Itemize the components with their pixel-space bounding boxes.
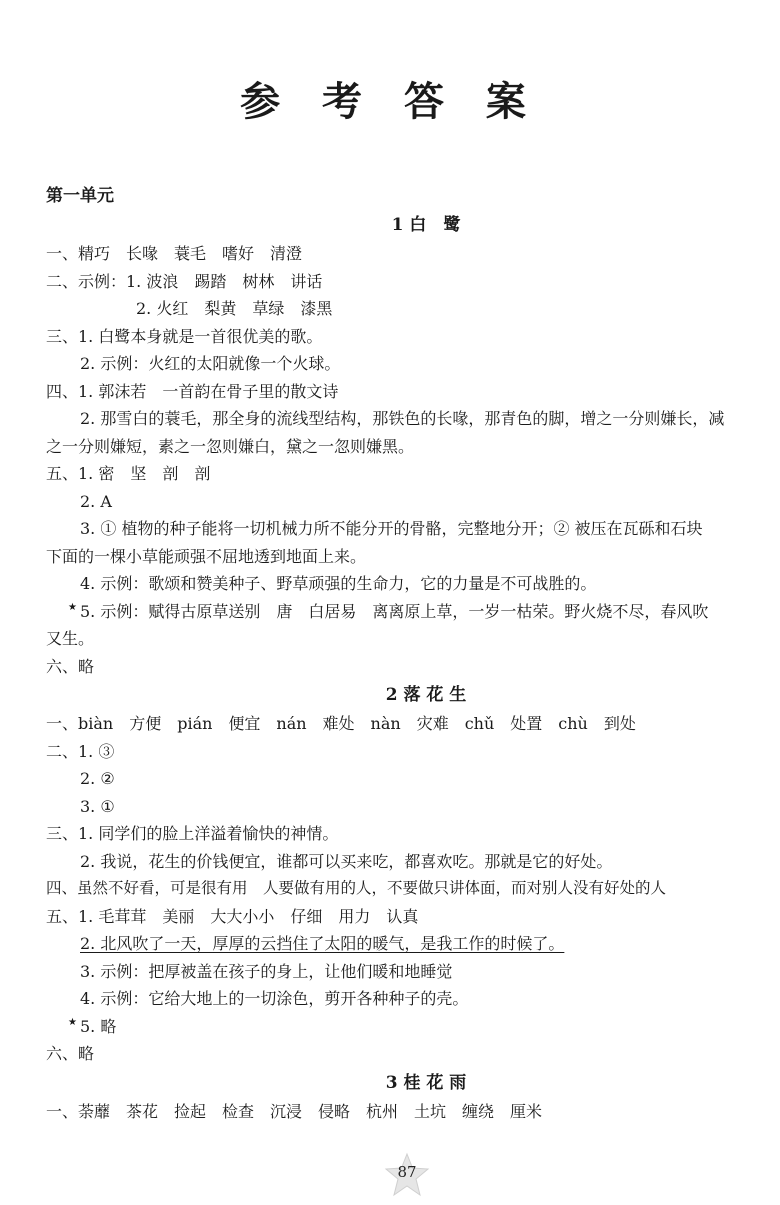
answer-line: 2. ② <box>80 769 115 788</box>
answer-line-starred <box>46 1013 746 1041</box>
page-title: 参 考 答 案 <box>240 78 540 125</box>
answer-line: 一、荼蘼 茶花 捡起 检查 沉浸 侵略 杭州 土坑 缠绕 厘米 <box>46 1101 543 1121</box>
answer-text: 5. 示例：赋得古原草送别 唐 白居易 离离原上草，一岁一枯荣。野火烧不尽，春风吹 <box>80 601 709 621</box>
answer-line-underlined: 2. 北风吹了一天，厚厚的云挡住了太阳的暖气，是我工作的时候了。 <box>80 934 565 953</box>
answer-line: 下面的一棵小草能顽强不屈地透到地面上来。 <box>46 546 367 566</box>
answer-line: 五、1. 毛茸茸 美丽 大大小小 仔细 用力 认真 <box>46 906 419 926</box>
answer-line: 2. 示例：火红的太阳就像一个火球。 <box>80 354 341 373</box>
answer-line: 2. 那雪白的蓑毛，那全身的流线型结构，那铁色的长喙，那青色的脚，增之一分则嫌长，减 <box>80 409 725 428</box>
answer-text: 5. 略 <box>80 1016 117 1036</box>
page-number: 87 <box>397 1163 417 1181</box>
answer-line: 二、1. ③ <box>46 741 115 761</box>
unit-heading: 第一单元 <box>46 186 114 206</box>
answer-line: 又生。 <box>46 629 95 648</box>
answer-line: 四、1. 郭沫若 一首韵在骨子里的散文诗 <box>46 381 339 401</box>
answer-line: 2. 火红 梨黄 草绿 漆黑 <box>136 299 333 318</box>
star-icon: ★ <box>68 1016 77 1028</box>
answer-line: 一、biàn 方便 pián 便宜 nán 难处 nàn 灾难 chǔ 处置 chù 到处 <box>46 714 636 733</box>
answer-line: 3. ① 植物的种子能将一切机械力所不能分开的骨骼，完整地分开；② 被压在瓦砾和石块 <box>80 519 703 538</box>
answer-line: 3. 示例：把厚被盖在孩子的身上，让他们暖和地睡觉 <box>80 961 453 981</box>
answer-line: 3. ① <box>80 796 115 816</box>
answer-line: 六、略 <box>46 656 95 676</box>
answer-content <box>46 182 746 1125</box>
answer-line: 2. A <box>80 491 112 511</box>
answer-line: 4. 示例：它给大地上的一切涂色，剪开各种种子的壳。 <box>80 989 469 1008</box>
answer-line: 之一分则嫌短，素之一忽则嫌白，黛之一忽则嫌黑。 <box>46 436 415 456</box>
star-icon: ★ <box>68 601 77 613</box>
lesson-title: 2 落 花 生 <box>385 685 467 705</box>
answer-line: 二、示例：1. 波浪 踢踏 树林 讲话 <box>46 271 323 291</box>
lesson-title: 1 白 鹭 <box>391 215 461 235</box>
answer-line: 三、1. 同学们的脸上洋溢着愉快的神情。 <box>46 824 339 843</box>
answer-line: 五、1. 密 坚 剖 剖 <box>46 464 211 483</box>
lesson-title: 3 桂 花 雨 <box>385 1072 467 1093</box>
answer-line: 4. 示例：歌颂和赞美种子、野草顽强的生命力，它的力量是不可战胜的。 <box>80 574 597 593</box>
answer-line-starred <box>46 598 746 626</box>
answer-line: 六、略 <box>46 1044 95 1063</box>
answer-line: 2. 我说，花生的价钱便宜，谁都可以买来吃，都喜欢吃。那就是它的好处。 <box>80 851 613 871</box>
answer-line: 三、1. 白鹭本身就是一首很优美的歌。 <box>46 326 323 346</box>
answer-line: 一、精巧 长喙 蓑毛 嗜好 清澄 <box>46 244 303 263</box>
answer-line: 四、虽然不好看，可是很有用 人要做有用的人，不要做只讲体面，而对别人没有好处的人 <box>46 879 667 897</box>
